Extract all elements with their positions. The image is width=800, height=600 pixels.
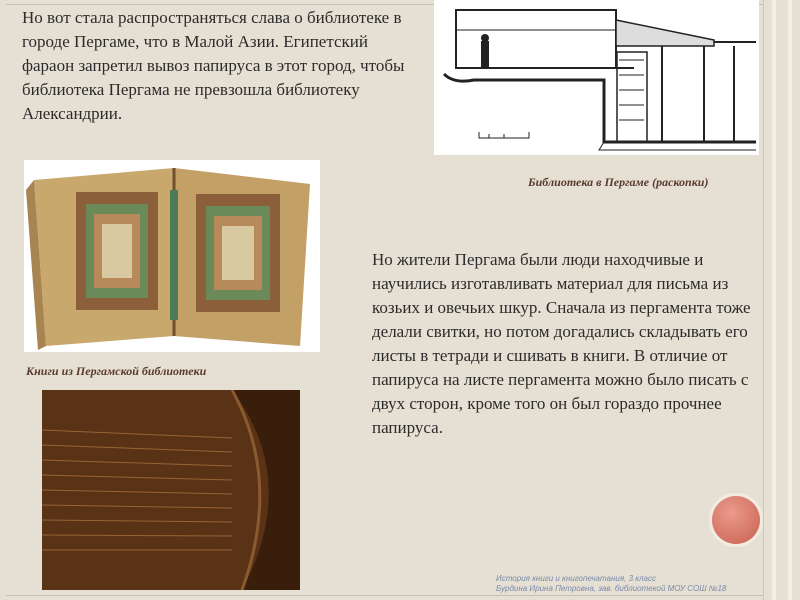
footer-line-2: Бурдина Ирина Петровна, зав. библиотекой МОУ СОШ №18	[496, 584, 727, 593]
library-excavation-drawing	[434, 0, 759, 155]
book-spine-image	[42, 390, 300, 590]
footer-line-1: История книги и книгопечатания, 3 класс	[496, 574, 656, 583]
decorative-circle	[712, 496, 760, 544]
footer-credits	[496, 574, 776, 594]
main-paragraph: Но жители Пергама были люди находчивые и научились изготавливать материал для письма из козьих и овечьих шкур. Сначала из пергамента тоже делали свитки, но потом догадались складывать его листы в тетради и сшивать в книги. В отличие от папируса на листе пергамента можно было писать с двух сторон, кроме того он был гораздо прочнее папируса.	[372, 250, 751, 437]
decorative-side-stripe	[763, 0, 800, 600]
bottom-border-line	[6, 595, 794, 596]
books-caption: Книги из Пергамской библиотеки	[26, 364, 207, 378]
intro-paragraph: Но вот стала распространяться слава о библиотеке в городе Пергаме, что в Малой Азии. Египетский фараон запретил вывоз папируса в этот город, чтобы библиотека Пергама не превзошла библиотеку Александрии.	[22, 8, 405, 123]
open-manuscript-image	[24, 160, 320, 352]
library-caption: Библиотека в Пергаме (раскопки)	[528, 175, 709, 189]
